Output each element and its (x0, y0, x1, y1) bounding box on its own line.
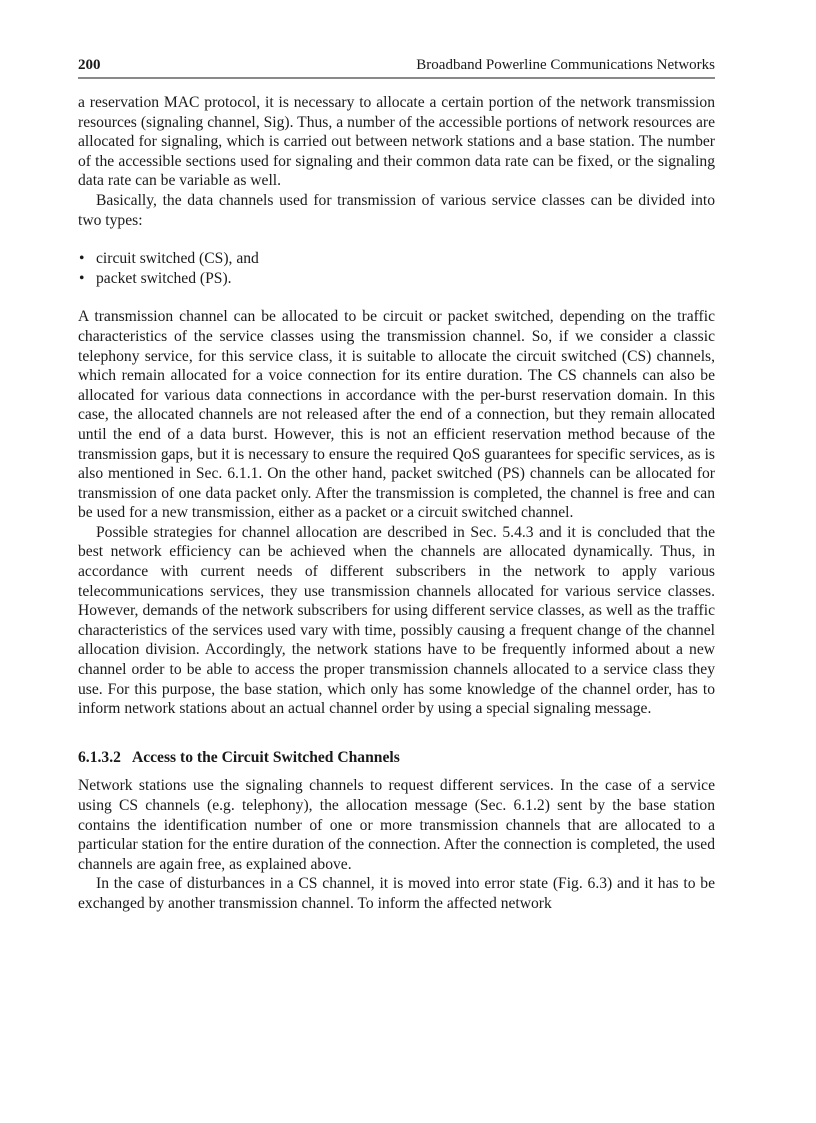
paragraph-cs-disturbances: In the case of disturbances in a CS channel, it is moved into error state (Fig. 6.3) and it has to be exchanged by another transmission channel. To inform the affected network (78, 875, 715, 912)
section-title: Access to the Circuit Switched Channels (131, 748, 400, 766)
bullet-icon: • (79, 250, 85, 268)
paragraph-continued: a reservation MAC protocol, it is necessary to allocate a certain portion of the network transmission resources (signaling channel, Sig). Thus, a number of the accessible portions of network resources are allocated for signaling, which is carried out between network stations and a base station. The number of the accessible sections used for signaling and their common data rate can be fixed, or the signaling data rate can be variable as well. (78, 94, 715, 190)
page-number: 200 (78, 57, 101, 73)
bullet-icon: • (79, 269, 85, 287)
list-item-text: circuit switched (CS), and (96, 250, 259, 268)
book-page (78, 56, 715, 914)
list-item-cs (78, 249, 715, 269)
channel-types-list (78, 249, 715, 288)
section-number: 6.1.3.2 (78, 748, 121, 766)
list-item-text: packet switched (PS). (96, 269, 232, 287)
paragraph-cs-access: Network stations use the signaling channels to request different services. In the case of a service using CS channels (e.g. telephony), the allocation message (Sec. 6.1.2) sent by the base station contains the identification number of one or more transmission channels that are allocated to a particular station for the entire duration of the connection. After the connection is completed, the used channels are again free, as explained above. (78, 777, 715, 873)
paragraph-allocation-strategies: Possible strategies for channel allocation are described in Sec. 5.4.3 and it is concluded that the best network efficiency can be achieved when the channels are allocated dynamically. Thus, in accordance with current needs of different subscribers in the network to apply various telecommunications services, they use transmission channels allocated for various service classes. However, demands of the network subscribers for using different service classes, as well as the traffic characteristics of the services used vary with time, possibly causing a frequent change of the channel allocation division. Accordingly, the network stations have to be frequently informed about a new channel order to be able to access the proper transmission channels allocated to a service class they use. For this purpose, the base station, which only has some knowledge of the channel order, has to inform network stations about an actual channel order by using a special signaling message. (78, 523, 715, 718)
section-heading (78, 748, 715, 768)
paragraph-cs-ps-allocation: A transmission channel can be allocated to be circuit or packet switched, depending on the traffic characteristics of the service classes using the transmission channel. So, if we consider a classic telephony service, for this service class, it is suitable to allocate the circuit switched (CS) channels, which remain allocated for a voice connection for its entire duration. The CS channels can also be allocated for various data connections in accordance with the per-burst reservation domain. In this case, the allocated channels are not released after the end of a connection, but they remain allocated until the end of a data burst. However, this is not an efficient reservation method because of the transmission gaps, but it is necessary to ensure the required QoS guarantees for specific services, as is also mentioned in Sec. 6.1.1. On the other hand, packet switched (PS) channels can be allocated for transmission of one data packet only. After the transmission is completed, the channel is free and can be used for a new transmission, either as a packet or a circuit switched channel. (78, 308, 715, 522)
running-title: Broadband Powerline Communications Networks (416, 57, 715, 73)
list-item-ps (78, 269, 715, 289)
page-body (78, 93, 715, 914)
paragraph-channel-types-intro: Basically, the data channels used for transmission of various service classes can be divided into two types: (78, 191, 715, 229)
running-header (78, 56, 715, 79)
